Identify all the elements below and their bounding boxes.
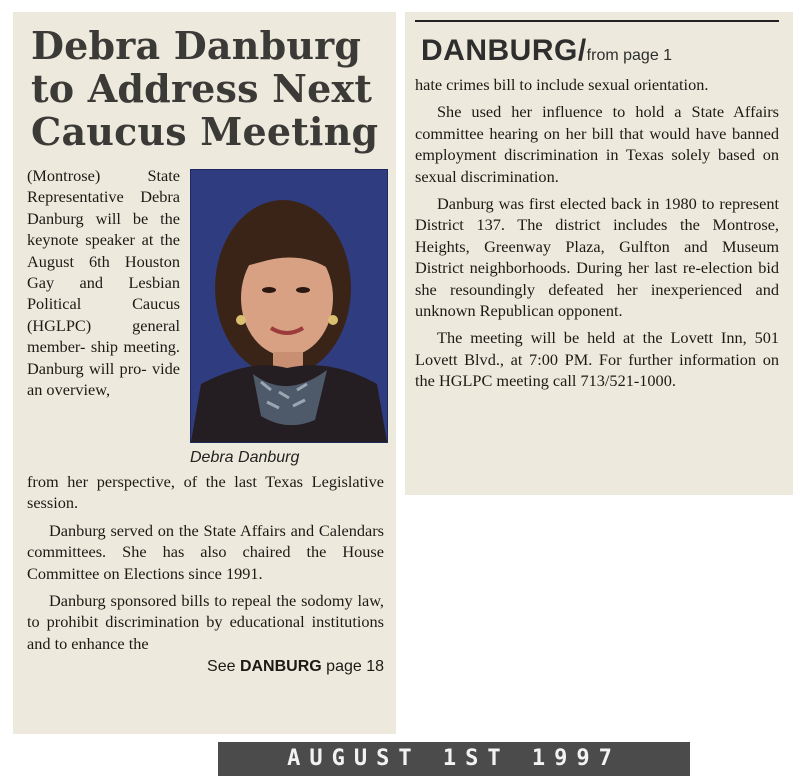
intro-line: at the August 6th — [27, 230, 180, 271]
headline-line-3: Caucus Meeting — [31, 109, 379, 154]
intro-line: Debra Danburg — [27, 187, 180, 228]
intro-line: keynote speaker — [27, 230, 135, 250]
article-paragraph-3: Danburg sponsored bills to repeal the sodomy law, to prohibit discrimination by educational institutions and to enhance the — [27, 591, 384, 653]
article-paragraph-2: Danburg served on the State Affairs and Calendars committees. She has also chaired the House Committee on Elections since 1991. — [27, 520, 384, 583]
jump-headline-from: from page 1 — [586, 47, 673, 64]
portrait-photo — [190, 169, 388, 443]
jump-headline — [421, 34, 779, 68]
headline-line-2: to Address Next — [31, 66, 373, 111]
continuation-keyword: DANBURG — [239, 658, 322, 676]
jump-paragraph-4: The meeting will be held at the Lovett Inn, 501 Lovett Blvd., at 7:00 PM. For further information on the HGLPC meeting call 713/521-1000. — [415, 328, 779, 391]
photo-caption: Debra Danburg — [190, 449, 300, 466]
intro-line: Representative — [27, 187, 124, 207]
left-article-clipping — [13, 12, 396, 734]
continuation-suffix: page 18 — [321, 658, 384, 676]
intro-line: will be the — [95, 208, 180, 228]
intro-line: Danburg will pro- — [27, 358, 147, 378]
article-paragraph-1: from her perspective, of the last Texas Legislative session. — [27, 472, 384, 513]
issue-dateline: AUGUST 1ST 1997 — [218, 742, 690, 776]
continuation-reference — [27, 658, 384, 676]
portrait-illustration — [191, 170, 387, 442]
intro-line: Lesbian Political — [27, 273, 180, 314]
jump-paragraph-2: She used her influence to hold a State Affairs committee hearing on her bill that would have banned employment discrimination in Texas solely based on sexual discrimination. — [415, 102, 779, 186]
intro-line: (Montrose) — [27, 166, 101, 185]
photo-figure — [190, 169, 390, 467]
article-intro — [27, 165, 384, 471]
intro-line: general member- — [27, 315, 180, 357]
headline-line-1: Debra Danburg — [31, 23, 362, 68]
intro-line: Caucus (HGLPC) — [27, 294, 180, 335]
jump-paragraph-1: hate crimes bill to include sexual orientation. — [415, 75, 709, 94]
intro-line: Houston Gay and — [27, 251, 180, 293]
jump-headline-keyword: DANBURG/ — [421, 34, 587, 67]
right-article-clipping — [405, 12, 793, 495]
article-headline — [27, 24, 384, 153]
top-rule-divider — [415, 20, 779, 22]
continuation-prefix: See — [207, 658, 240, 676]
intro-line: vide an overview, — [27, 358, 180, 400]
intro-line: ship meeting. — [90, 337, 180, 357]
jump-paragraph-3: Danburg was first elected back in 1980 to represent District 137. The district includes the Montrose, Heights, Greenway Plaza, Gulfton and Museum District neighborhoods. During her last re-election bid she resoundingly defeated her inexperienced and unknown Republican opponent. — [415, 194, 779, 321]
intro-line: State — [147, 166, 180, 185]
